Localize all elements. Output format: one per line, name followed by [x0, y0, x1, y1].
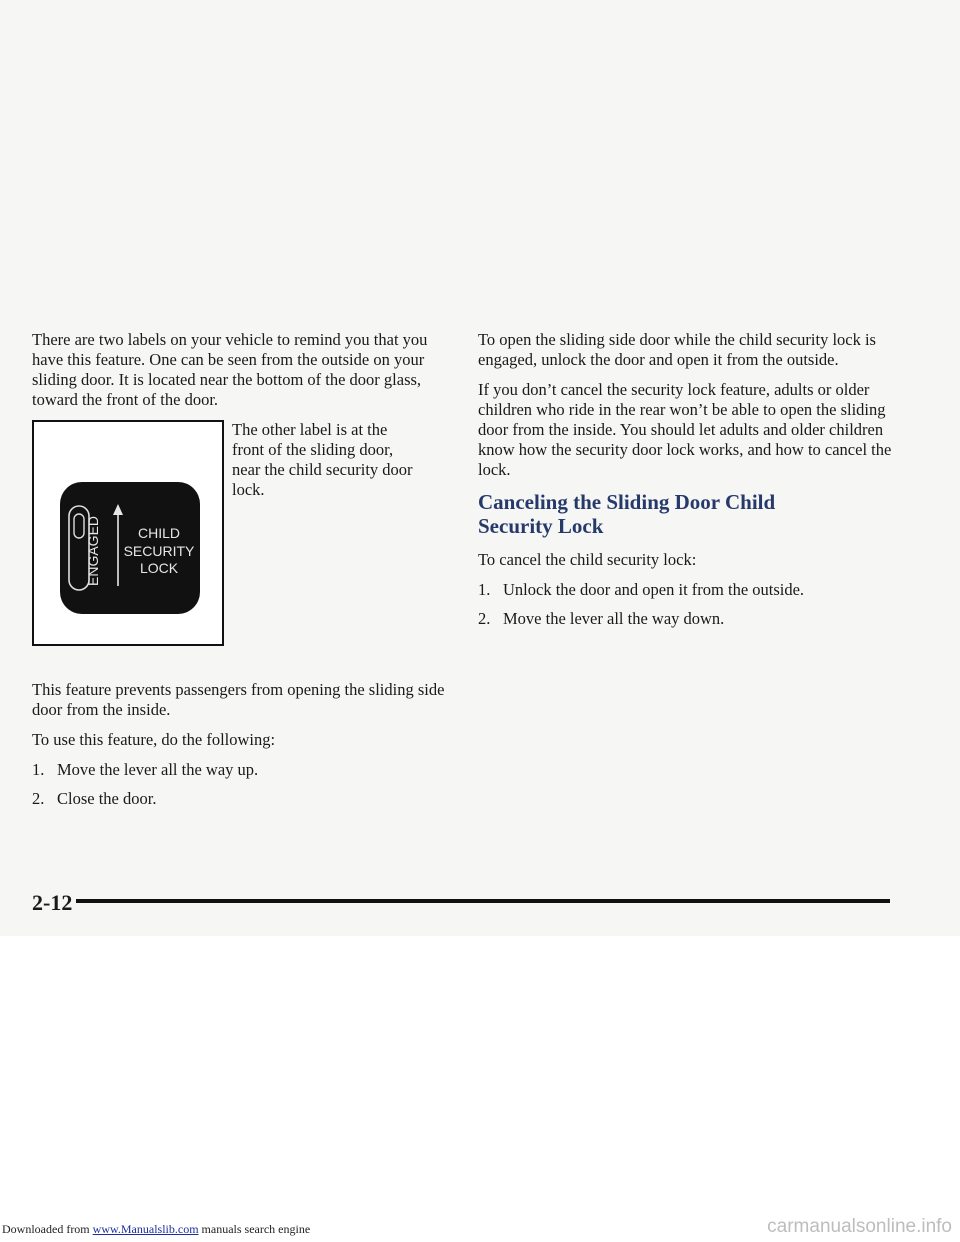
step-number: 1.	[478, 580, 491, 599]
intro-paragraph: There are two labels on your vehicle to remind you that you have this feature. One can be seen from the outside on your sliding door. It is located near the bottom of the door glass, toward the front of the door.	[32, 330, 428, 409]
section-heading	[478, 490, 908, 538]
left-column	[32, 330, 448, 818]
engaged-text: ENGAGED	[85, 515, 101, 586]
label-line-security: SECURITY	[123, 543, 195, 559]
step-number: 2.	[32, 789, 45, 808]
step-number: 1.	[32, 760, 45, 779]
open-paragraph: To open the sliding side door while the child security lock is engaged, unlock the door and open it from the outside.	[478, 330, 876, 369]
cancel-steps	[478, 580, 908, 629]
cancel-intro: To cancel the child security lock:	[478, 550, 697, 569]
list-item	[32, 789, 448, 809]
page-number: 2-12	[32, 890, 73, 915]
list-item	[478, 609, 908, 629]
step-text: Move the lever all the way down.	[503, 609, 725, 628]
watermark: carmanualsonline.info	[767, 1216, 952, 1237]
footer-rule	[76, 899, 890, 903]
step-number: 2.	[478, 609, 491, 628]
figure-caption-text: The other label is at the front of the sliding door, near the child security door lock.	[232, 420, 413, 499]
use-intro: To use this feature, do the following:	[32, 730, 276, 749]
figure-row	[32, 420, 448, 666]
step-text: Close the door.	[57, 789, 157, 808]
heading-line-1: Canceling the Sliding Door Child	[478, 490, 776, 514]
warning-paragraph: If you don’t cancel the security lock feature, adults or older children who ride in the rear won’t be able to open the sliding door from the inside. You should let adults and older children know how the security door lock works, and how to cancel the lock.	[478, 380, 892, 479]
child-lock-label-figure	[32, 420, 224, 646]
download-prefix: Downloaded from	[2, 1222, 93, 1236]
download-suffix: manuals search engine	[198, 1222, 311, 1236]
label-line-lock: LOCK	[139, 560, 179, 576]
download-notice	[2, 1222, 310, 1237]
use-steps	[32, 760, 448, 809]
list-item	[32, 760, 448, 780]
step-text: Move the lever all the way up.	[57, 760, 259, 779]
label-line-child: CHILD	[137, 525, 181, 541]
figure-caption	[232, 420, 422, 500]
step-text: Unlock the door and open it from the outside.	[503, 580, 805, 599]
feature-paragraph: This feature prevents passengers from opening the sliding side door from the inside.	[32, 680, 445, 719]
heading-line-2: Security Lock	[478, 514, 604, 538]
manualslib-link[interactable]: www.Manualslib.com	[92, 1222, 199, 1236]
child-security-lock-label-icon	[60, 482, 200, 614]
list-item	[478, 580, 908, 600]
right-column	[478, 330, 908, 638]
